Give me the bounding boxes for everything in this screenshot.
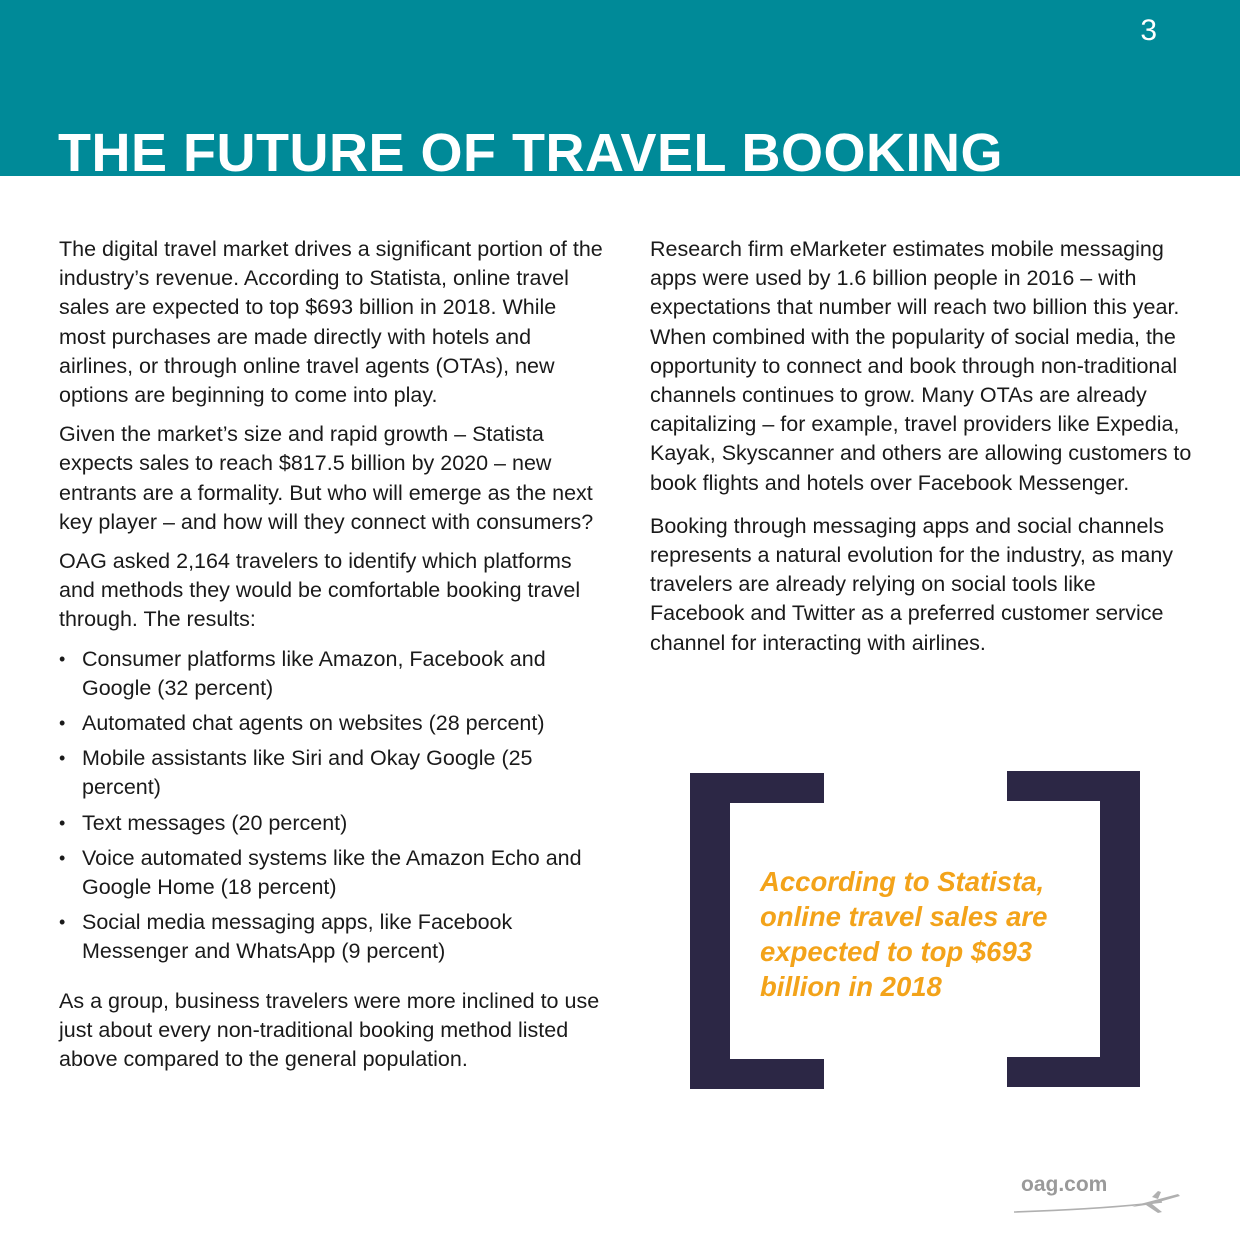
right-bracket-side (1100, 771, 1140, 1087)
left-bracket-side (690, 773, 730, 1089)
right-bracket-bottom (1007, 1057, 1140, 1087)
pull-quote (690, 771, 1140, 1089)
list-item (59, 908, 604, 966)
paragraph: Booking through messaging apps and social channels represents a natural evolution for the industry, as many travelers are already relying on social tools like Facebook and Twitter as a preferred customer service channel for interacting with airlines. (650, 513, 1174, 655)
pull-quote-text: According to Statista, online travel sales are expected to top $693 billion in 2018 (760, 866, 1048, 1002)
bullet-icon: • (59, 648, 66, 669)
list-item-text: Social media messaging apps, like Facebook Messenger and WhatsApp (9 percent) (82, 910, 513, 964)
results-list (59, 645, 604, 967)
list-item (59, 744, 604, 802)
paragraph: The digital travel market drives a significant portion of the industry’s revenue. According to Statista, online travel sales are expected to top $693 billion in 2018. While most purchases are made directly with hotels and airlines, or through online travel agents (OTAs), new options are beginning to come into play. (59, 237, 603, 408)
bullet-icon: • (59, 713, 66, 734)
header-banner (0, 0, 1240, 176)
footer-url: oag.com (1021, 1173, 1108, 1196)
left-bracket-bottom (690, 1059, 824, 1089)
bullet-icon: • (59, 748, 66, 769)
bullet-icon: • (59, 912, 66, 933)
list-item (59, 709, 604, 738)
page-title: THE FUTURE OF TRAVEL BOOKING (58, 123, 1003, 176)
list-item-text: Voice automated systems like the Amazon Echo and Google Home (18 percent) (82, 845, 582, 900)
list-item-text: Automated chat agents on websites (28 percent) (82, 711, 545, 736)
bullet-icon: • (59, 812, 66, 833)
list-item-text: Mobile assistants like Siri and Okay Google (25 percent) (82, 746, 533, 800)
airplane-icon (1012, 1188, 1182, 1218)
list-item-text: Text messages (20 percent) (82, 810, 348, 835)
bullet-icon: • (59, 847, 66, 868)
closing-paragraph: As a group, business travelers were more inclined to use just about every non-traditional booking method listed above compared to the general population. (59, 988, 600, 1072)
left-column (59, 235, 604, 1084)
right-column (650, 235, 1195, 668)
list-item (59, 844, 604, 902)
paragraph: OAG asked 2,164 travelers to identify which platforms and methods they would be comfortable booking travel through. The results: (59, 549, 581, 632)
list-item (59, 645, 604, 703)
paragraph: Research firm eMarketer estimates mobile messaging apps were used by 1.6 billion people in 2016 – with expectations that number will reach two billion this year. When combined with the popularity of social media, the opportunity to connect and book through non-traditional channels continues to grow. Many OTAs are already capitalizing – for example, travel providers like Expedia, Kayak, Skyscanner and others are allowing customers to book flights and hotels over Facebook Messenger. (650, 237, 1192, 495)
list-item-text: Consumer platforms like Amazon, Facebook and Google (32 percent) (82, 646, 546, 700)
page-number: 3 (1140, 14, 1157, 47)
list-item (59, 809, 604, 838)
paragraph: Given the market’s size and rapid growth – Statista expects sales to reach $817.5 billion by 2020 – new entrants are a formality. But who will emerge as the next key player – and how will they connect with consumers? (59, 422, 594, 534)
